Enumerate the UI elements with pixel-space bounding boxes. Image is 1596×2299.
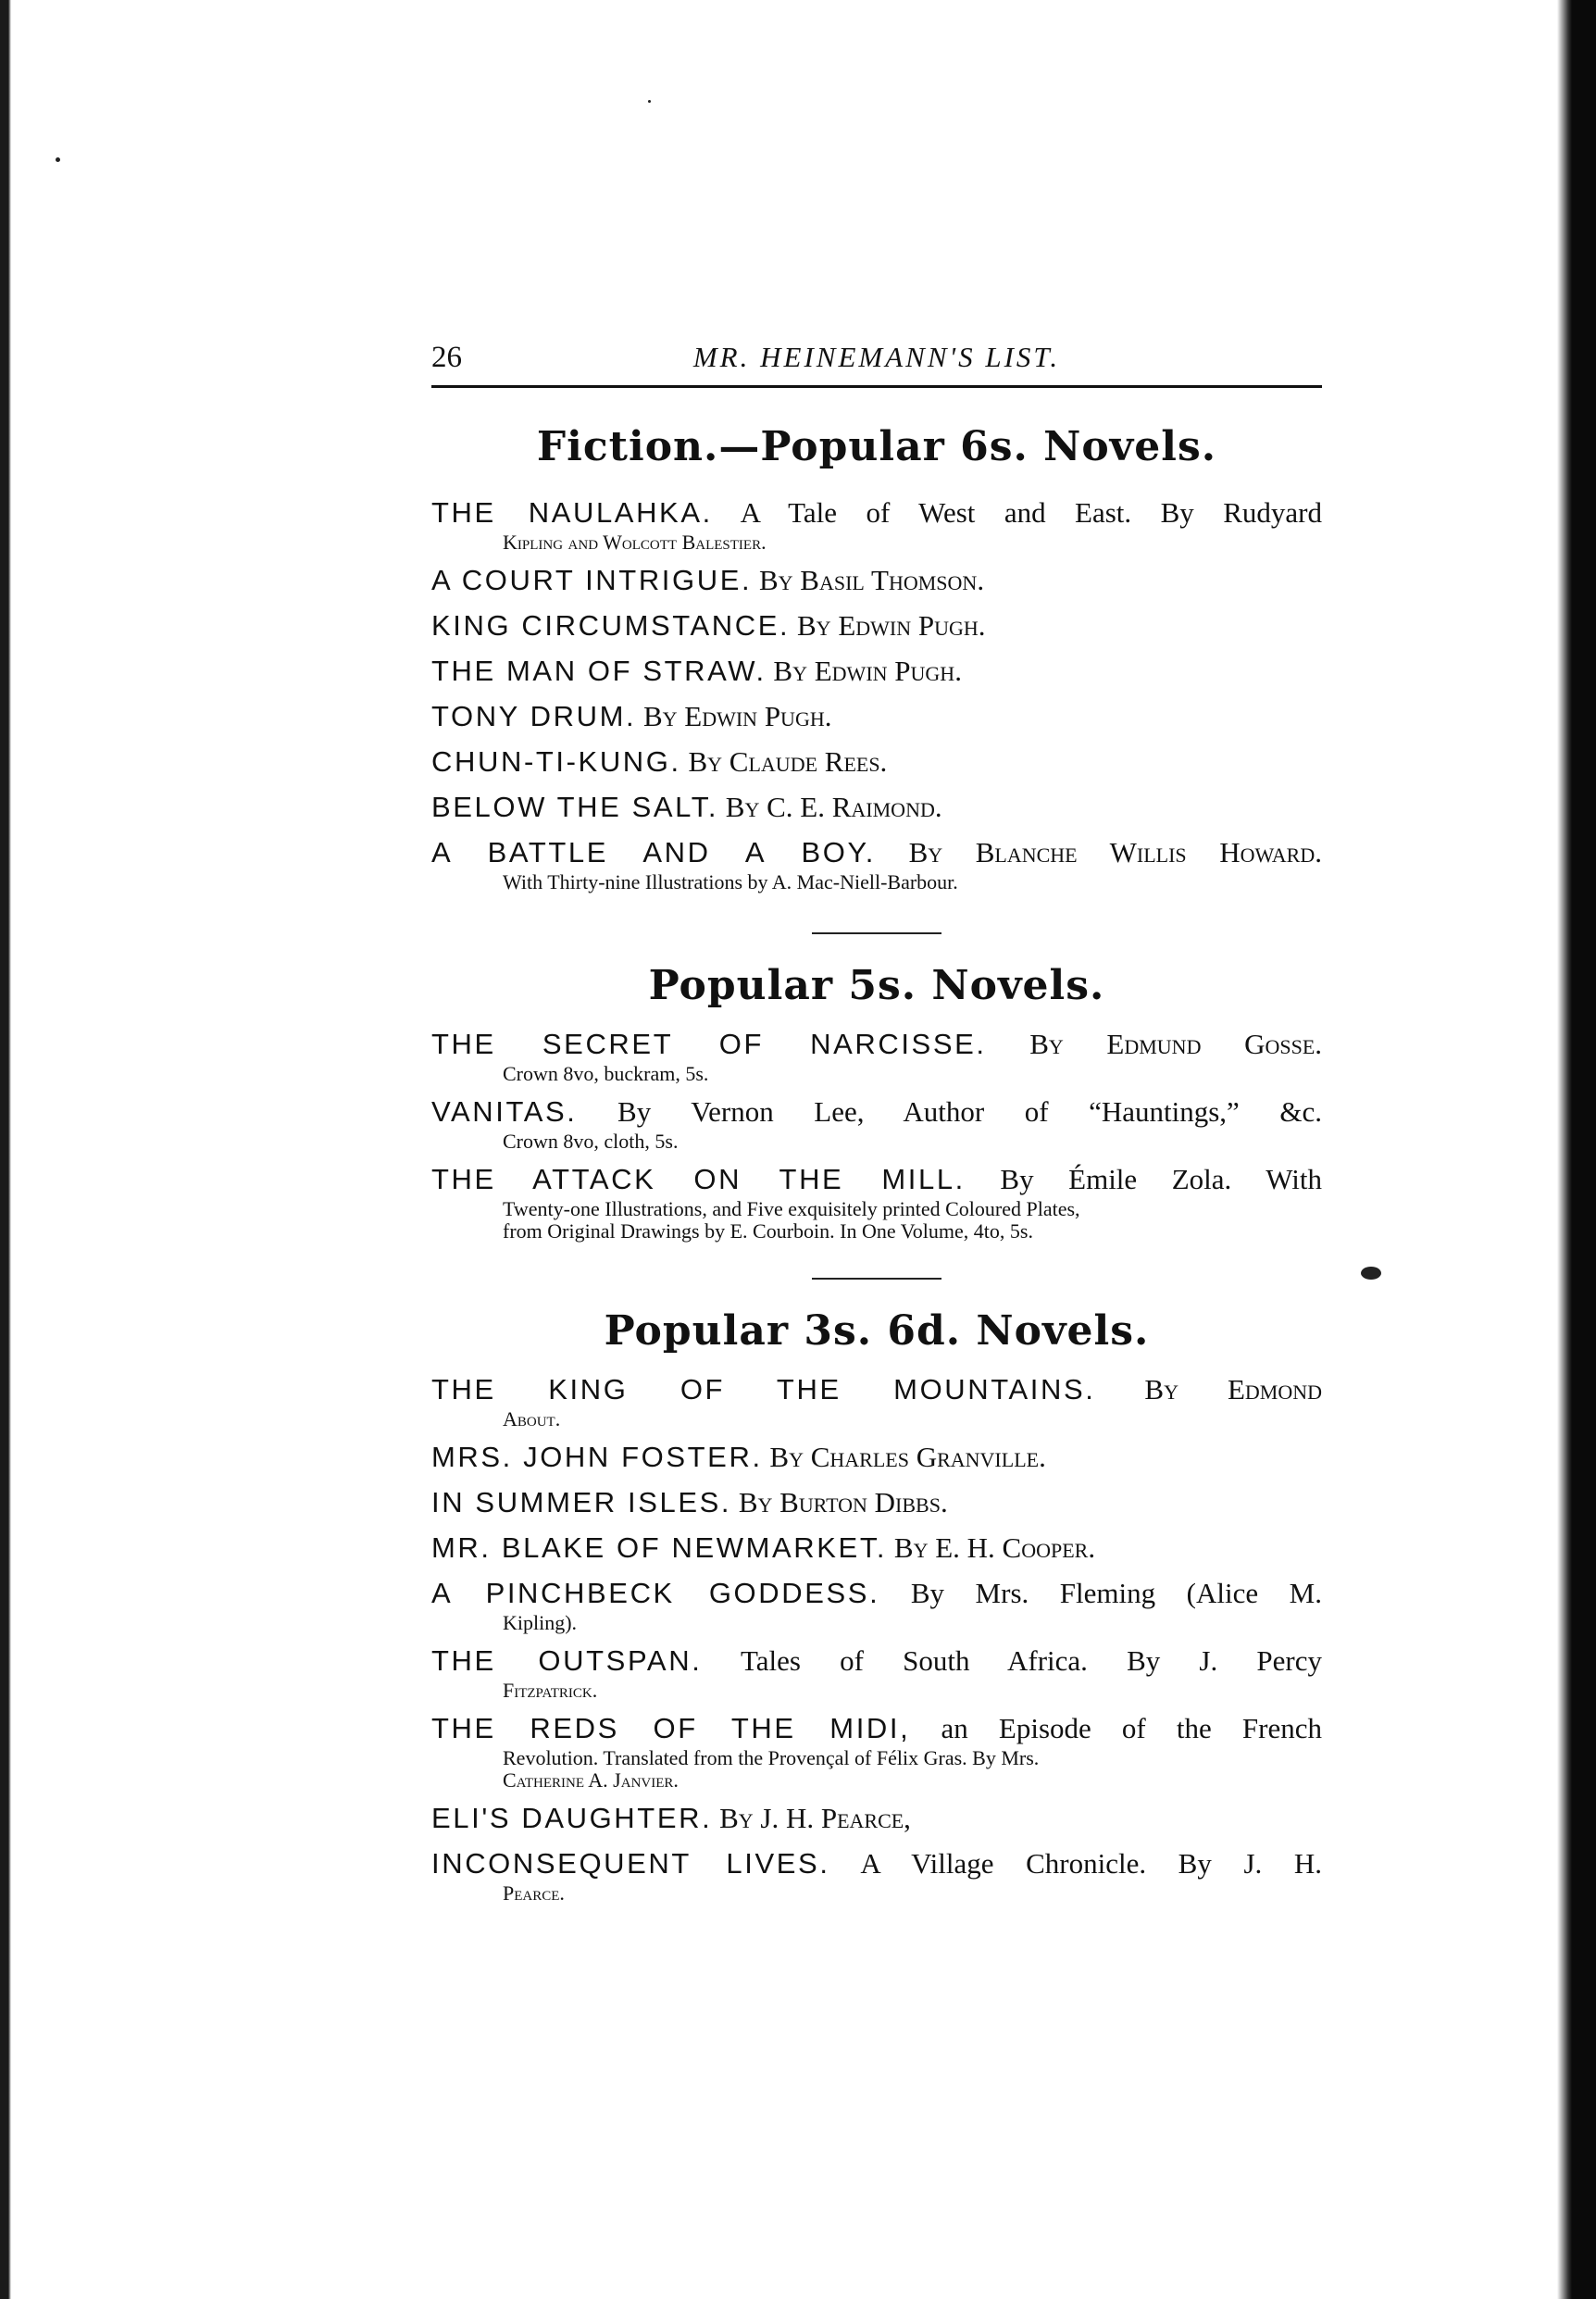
book-title: KING CIRCUMSTANCE. [431, 609, 791, 642]
book-title: CHUN-TI-KUNG. [431, 745, 681, 778]
book-title: A BATTLE AND A BOY. [431, 836, 876, 868]
book-title: THE REDS OF THE MIDI, [431, 1712, 911, 1744]
book-note: Fitzpatrick. [503, 1680, 598, 1702]
book-note: Kipling). [503, 1612, 578, 1634]
book-entry [431, 1710, 1322, 1792]
book-title: INCONSEQUENT LIVES. [431, 1847, 830, 1880]
book-title: A PINCHBECK GODDESS. [431, 1577, 880, 1609]
book-details: By Claude Rees. [688, 745, 888, 778]
section-title-5s-novels: Popular 5s. Novels. [648, 962, 1105, 1009]
book-list-3s6d [431, 1371, 1322, 1905]
book-entry [431, 834, 1322, 893]
book-title: MR. BLAKE OF NEWMARKET. [431, 1531, 888, 1564]
book-details: By Émile Zola. With [1000, 1163, 1322, 1195]
book-note: With Thirty-nine Illustrations by A. Mac-Niell-Barbour. [503, 871, 958, 893]
book-title: MRS. JOHN FOSTER. [431, 1441, 763, 1473]
book-entry [431, 1845, 1322, 1905]
book-details: By Blanche Willis Howard. [908, 836, 1322, 868]
book-details: A Tale of West and East. By Rudyard [740, 496, 1322, 529]
book-details: By Edwin Pugh. [642, 700, 832, 732]
book-note: Twenty-one Illustrations, and Five exquisitely printed Coloured Plates, [503, 1198, 1080, 1220]
book-entry [431, 1530, 1322, 1567]
book-details: By Basil Thomson. [758, 564, 985, 596]
ink-speck [1361, 1267, 1381, 1280]
book-details: By J. H. Pearce, [719, 1802, 911, 1834]
book-title: THE NAULAHKA. [431, 496, 713, 529]
book-entry [431, 1575, 1322, 1634]
book-title: BELOW THE SALT. [431, 791, 719, 823]
running-header [431, 333, 1322, 388]
book-details: By Burton Dibbs. [738, 1486, 948, 1518]
book-entry [431, 607, 1322, 644]
book-note: Crown 8vo, buckram, 5s. [503, 1063, 709, 1085]
book-title: VANITAS. [431, 1095, 578, 1128]
book-title: THE SECRET OF NARCISSE. [431, 1028, 987, 1060]
book-list-6s [431, 494, 1322, 893]
book-entry [431, 1161, 1322, 1243]
book-details: By Vernon Lee, Author of “Hauntings,” &c. [617, 1095, 1322, 1128]
book-title: THE KING OF THE MOUNTAINS. [431, 1373, 1096, 1406]
book-title: TONY DRUM. [431, 700, 637, 732]
book-note: Kipling and Wolcott Balestier. [503, 531, 767, 554]
book-entry [431, 1800, 1322, 1837]
book-details: By Edwin Pugh. [797, 609, 986, 642]
book-note: Revolution. Translated from the Provençal of Félix Gras. By Mrs. [503, 1747, 1040, 1769]
book-details: an Episode of the French [941, 1712, 1322, 1744]
scan-edge-left [0, 0, 20, 2299]
book-note: About. [503, 1408, 561, 1431]
book-details: By Edmund Gosse. [1029, 1028, 1322, 1060]
book-details: By Charles Granville. [769, 1441, 1046, 1473]
book-details: By E. H. Cooper. [893, 1531, 1096, 1564]
book-details: By Edwin Pugh. [773, 655, 962, 687]
book-details: By C. E. Raimond. [725, 791, 942, 823]
ink-speck [648, 100, 651, 103]
book-details: By Edmond [1144, 1373, 1322, 1406]
section-divider [812, 932, 941, 934]
book-entry [431, 698, 1322, 735]
book-title: THE ATTACK ON THE MILL. [431, 1163, 966, 1195]
book-note: Pearce. [503, 1882, 565, 1905]
book-note: Crown 8vo, cloth, 5s. [503, 1131, 679, 1153]
book-title: IN SUMMER ISLES. [431, 1486, 732, 1518]
book-entry [431, 1371, 1322, 1431]
book-note: Catherine A. Janvier. [503, 1769, 679, 1792]
running-title: MR. HEINEMANN'S LIST. [692, 341, 1061, 373]
book-details: A Village Chronicle. By J. H. [860, 1847, 1322, 1880]
section-divider [812, 1278, 941, 1280]
scan-edge-right [1552, 0, 1596, 2299]
ink-speck [56, 157, 60, 162]
book-entry [431, 1026, 1322, 1085]
book-entry [431, 653, 1322, 690]
book-title: ELI'S DAUGHTER. [431, 1802, 713, 1834]
book-details: By Mrs. Fleming (Alice M. [910, 1577, 1322, 1609]
book-entry [431, 1484, 1322, 1521]
book-entry [431, 1643, 1322, 1702]
book-entry [431, 562, 1322, 599]
book-entry [431, 494, 1322, 554]
book-entry [431, 1093, 1322, 1153]
book-details: Tales of South Africa. By J. Percy [741, 1644, 1322, 1677]
book-title: THE OUTSPAN. [431, 1644, 703, 1677]
book-list-5s [431, 1026, 1322, 1243]
page-content [431, 333, 1322, 1913]
book-entry [431, 789, 1322, 826]
book-title: A COURT INTRIGUE. [431, 564, 753, 596]
section-title-3s6d-novels: Popular 3s. 6d. Novels. [604, 1307, 1150, 1355]
section-title-6s-novels: Fiction.—Popular 6s. Novels. [536, 423, 1217, 470]
book-title: THE MAN OF STRAW. [431, 655, 767, 687]
book-entry [431, 743, 1322, 781]
book-entry [431, 1439, 1322, 1476]
page-number: 26 [431, 341, 462, 374]
book-note: from Original Drawings by E. Courboin. In One Volume, 4to, 5s. [503, 1220, 1033, 1243]
